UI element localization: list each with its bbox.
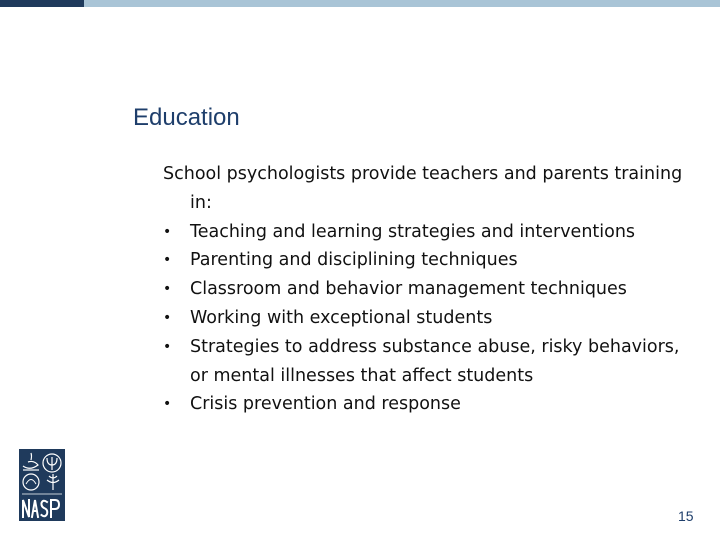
nasp-logo-emblem (19, 449, 65, 521)
bullet-icon: • (163, 281, 172, 298)
list-item-text: Strategies to address substance abuse, risky behaviors, or mental illnesses that affect students (190, 336, 680, 386)
top-accent-bar-dark (0, 0, 84, 7)
bullet-icon: • (163, 338, 172, 355)
list-item (163, 333, 683, 391)
list-item (163, 218, 683, 247)
list-item-text: Working with exceptional students (190, 307, 493, 328)
list-item-text: Parenting and disciplining techniques (190, 250, 518, 271)
bullet-icon: • (163, 252, 172, 269)
list-item-text: Teaching and learning strategies and interventions (190, 221, 636, 242)
bullet-icon: • (163, 223, 172, 240)
list-item-text: Crisis prevention and response (190, 394, 461, 415)
slide-title: Education (133, 104, 240, 131)
bullet-icon: • (163, 396, 172, 413)
list-item (163, 275, 683, 304)
list-item (163, 390, 683, 419)
intro-text: School psychologists provide teachers and parents training in: (163, 164, 683, 213)
top-accent-bar-light (84, 0, 720, 7)
bullet-list (163, 218, 683, 420)
nasp-logo (19, 449, 65, 521)
list-item-text: Classroom and behavior management techniques (190, 279, 627, 300)
slide-body (163, 160, 683, 419)
page-number: 15 (678, 508, 694, 524)
bullet-icon: • (163, 309, 172, 326)
list-item (163, 304, 683, 333)
list-item (163, 246, 683, 275)
